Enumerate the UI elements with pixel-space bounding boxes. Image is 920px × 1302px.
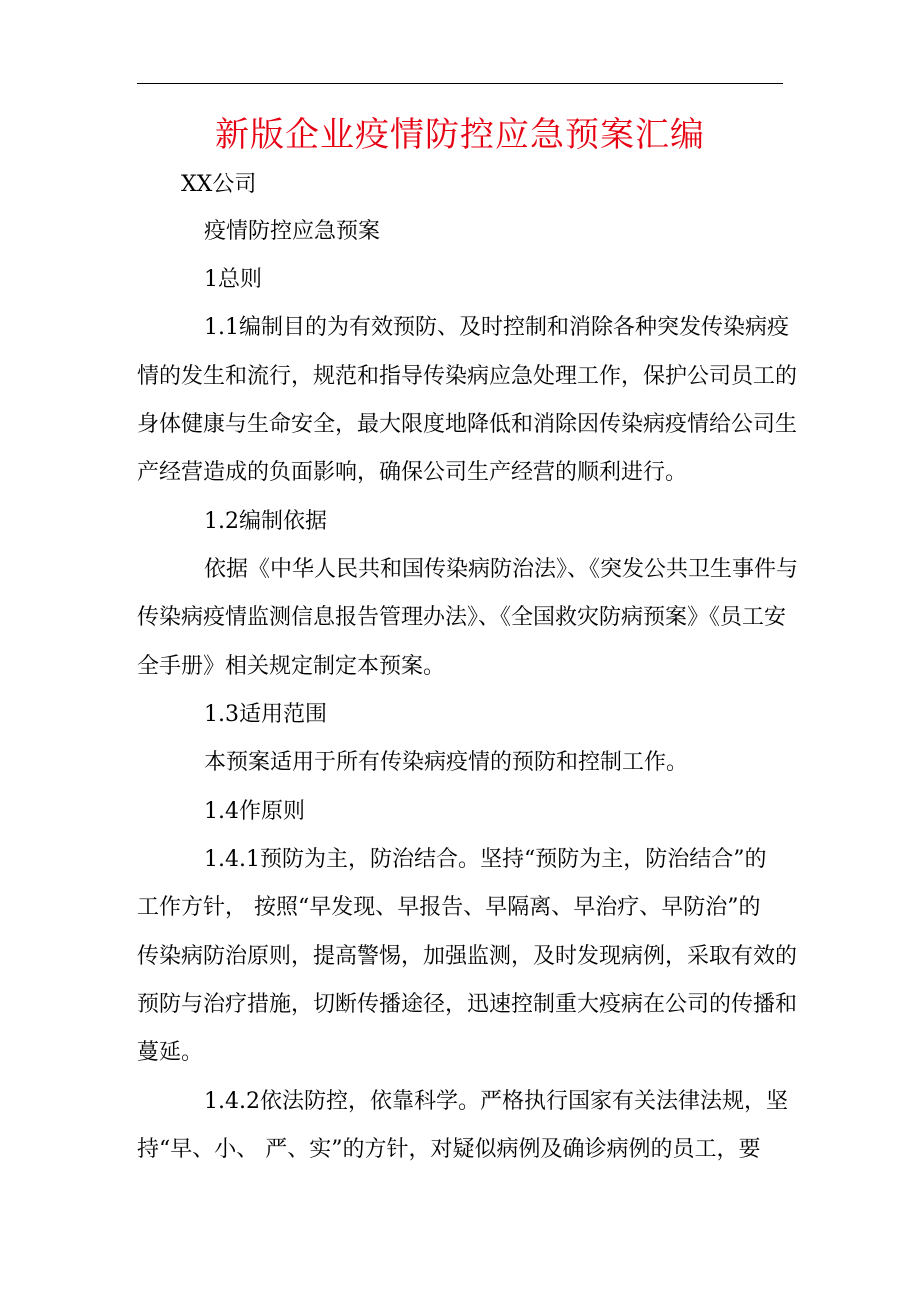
paragraph-line: 传染病疫情监测信息报告管理办法》、《全国救灾防病预案》《员工安 xyxy=(137,605,787,630)
paragraph-line: 1.4.2依法防控，依靠科学。严格执行国家有关法律法规，坚 xyxy=(204,1089,788,1114)
paragraph-line: 全手册》相关规定制定本预案。 xyxy=(137,654,446,679)
paragraph-line: 身体健康与生命安全，最大限度地降低和消除因传染病疫情给公司生 xyxy=(137,412,798,437)
section-heading-general: 1总则 xyxy=(204,267,262,292)
paragraph-line: 蔓延。 xyxy=(137,1040,204,1065)
header-rule xyxy=(137,83,783,84)
section-heading-basis: 1.2编制依据 xyxy=(204,509,327,534)
paragraph-line: 预防与治疗措施，切断传播途径，迅速控制重大疫病在公司的传播和 xyxy=(137,992,798,1017)
paragraph-line: 产经营造成的负面影响，确保公司生产经营的顺利进行。 xyxy=(137,460,688,485)
document-title: 新版企业疫情防控应急预案汇编 xyxy=(215,115,705,155)
paragraph-line: 1.4.1预防为主，防治结合。坚持“预防为主，防治结合”的 xyxy=(204,847,767,872)
paragraph-line: 依据《中华人民共和国传染病防治法》、《突发公共卫生事件与 xyxy=(204,557,799,582)
paragraph-line: 情的发生和流行，规范和指导传染病应急处理工作，保护公司员工的 xyxy=(137,364,798,389)
plan-subtitle: 疫情防控应急预案 xyxy=(204,219,381,244)
section-heading-principles: 1.4作原则 xyxy=(204,799,305,824)
company-name: XX公司 xyxy=(181,172,257,197)
paragraph-line: 1.1编制目的为有效预防、及时控制和消除各种突发传染病疫 xyxy=(204,315,789,340)
paragraph-line: 传染病防治原则，提高警惕，加强监测，及时发现病例，采取有效的 xyxy=(137,944,798,969)
paragraph-line: 持“早、小、 严、实”的方针，对疑似病例及确诊病例的员工，要 xyxy=(137,1137,761,1162)
paragraph-line: 本预案适用于所有传染病疫情的预防和控制工作。 xyxy=(204,750,689,775)
paragraph-line: 工作方针， 按照“早发现、早报告、早隔离、早治疗、早防治”的 xyxy=(137,895,761,920)
section-heading-scope: 1.3适用范围 xyxy=(204,702,327,727)
